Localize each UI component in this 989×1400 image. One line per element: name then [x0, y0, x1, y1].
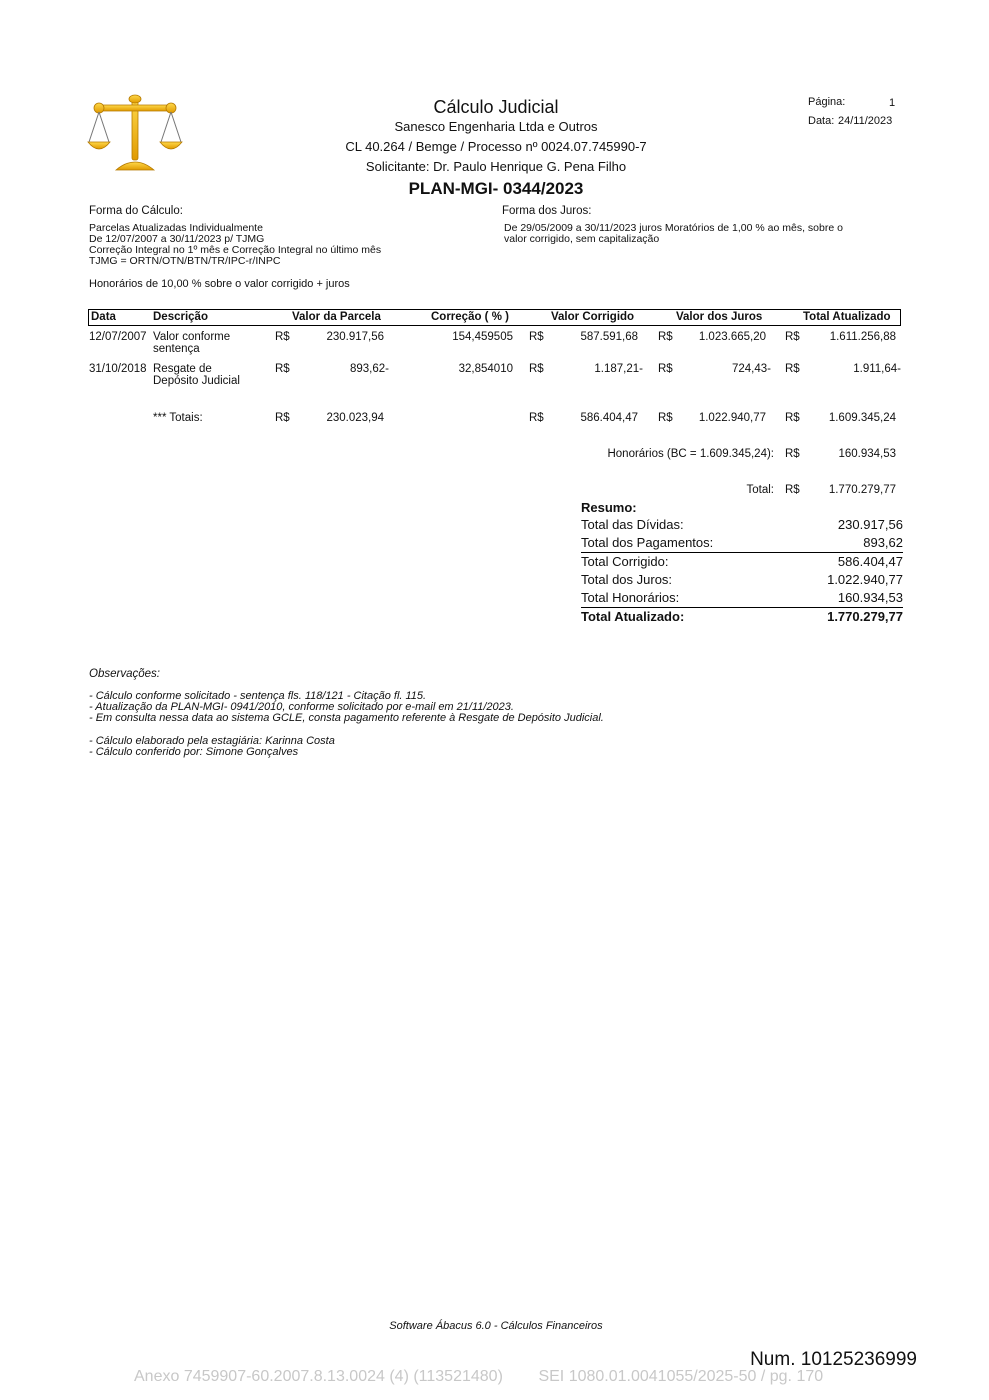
summary-title: Resumo:	[581, 500, 637, 515]
note-line: - Cálculo conferido por: Simone Gonçalves	[89, 746, 299, 758]
row-juros: 724,43-	[731, 363, 771, 375]
note-line: - Cálculo conforme solicitado - sentença fls. 118/121 - Citação fl. 115.	[89, 690, 427, 702]
currency: R$	[529, 363, 544, 375]
row-correcao: 154,459505	[452, 331, 513, 343]
currency: R$	[275, 412, 290, 424]
currency: R$	[785, 331, 800, 343]
col-valor-parcela: Valor da Parcela	[292, 311, 381, 323]
summary-value: 1.022.940,77	[827, 572, 903, 587]
note-line: - Atualização da PLAN-MGI- 0941/2010, conforme solicitado por e-mail em 21/11/2023.	[89, 701, 514, 713]
summary-value: 586.404,47	[837, 554, 903, 569]
row-total: 1.611.256,88	[829, 331, 896, 343]
summary-row	[581, 516, 903, 534]
row-parcela: 893,62-	[349, 363, 389, 375]
calc-form-label: Forma do Cálculo:	[89, 205, 183, 217]
row-correcao: 32,854010	[458, 363, 513, 375]
totals-parcela: 230.023,94	[326, 412, 384, 424]
row-desc	[153, 363, 240, 387]
summary-row	[581, 553, 903, 571]
summary-label: Total Atualizado:	[581, 609, 685, 624]
row-total: 1.911,64-	[853, 363, 901, 375]
row-corrigido: 587.591,68	[580, 331, 638, 343]
plan-code: PLAN-MGI- 0344/2023	[408, 179, 584, 198]
row-desc-line: Valor conforme	[153, 331, 231, 343]
row-desc-line: Resgate de	[153, 363, 212, 375]
summary-value: 230.917,56	[837, 517, 903, 532]
summary-box	[581, 500, 903, 626]
notes-group-2	[89, 736, 335, 758]
process-line: CL 40.264 / Bemge / Processo nº 0024.07.745990-7	[345, 139, 647, 154]
grand-total-value: 1.770.279,77	[828, 484, 896, 496]
calc-form-line: De 12/07/2007 a 30/11/2023 p/ TJMG	[89, 233, 265, 245]
row-desc-line: Depósito Judicial	[153, 375, 240, 387]
interest-form-line: valor corrigido, sem capitalização	[504, 233, 660, 245]
totals-total: 1.609.345,24	[828, 412, 896, 424]
summary-label: Total das Dívidas:	[581, 517, 684, 532]
currency: R$	[658, 363, 673, 375]
fees-label: Honorários (BC = 1.609.345,24):	[607, 448, 774, 460]
fees-note: Honorários de 10,00 % sobre o valor corrigido + juros	[89, 278, 350, 290]
totals-corrigido: 586.404,47	[580, 412, 638, 424]
summary-value: 893,62	[863, 535, 903, 550]
grand-total-label: Total:	[746, 484, 774, 496]
party-line: Sanesco Engenharia Ltda e Outros	[394, 119, 598, 134]
currency: R$	[658, 331, 673, 343]
currency: R$	[785, 412, 800, 424]
currency: R$	[529, 331, 544, 343]
summary-row	[581, 534, 903, 553]
calc-form-line: Parcelas Atualizadas Individualmente	[89, 222, 263, 234]
summary-row	[581, 589, 903, 608]
interest-form-details	[504, 223, 843, 245]
col-descricao: Descrição	[153, 311, 208, 323]
row-date: 12/07/2007	[89, 331, 147, 343]
summary-value: 1.770.279,77	[827, 609, 903, 624]
date-label: Data:	[808, 115, 835, 127]
summary-label: Total dos Pagamentos:	[581, 535, 714, 550]
date-value: 24/11/2023	[838, 115, 893, 127]
col-correcao: Correção ( % )	[431, 311, 509, 323]
totals-juros: 1.022.940,77	[698, 412, 766, 424]
scales-of-justice-icon	[86, 94, 184, 172]
calc-form-line: TJMG = ORTN/OTN/BTN/TR/IPC-r/INPC	[89, 255, 281, 267]
summary-label: Total dos Juros:	[581, 572, 673, 587]
note-line: - Cálculo elaborado pela estagiária: Karinna Costa	[89, 735, 335, 747]
row-desc-line: sentença	[153, 343, 200, 355]
summary-label: Total Corrigido:	[581, 554, 669, 569]
page-label: Página:	[808, 96, 846, 108]
currency: R$	[529, 412, 544, 424]
table-header	[88, 309, 901, 326]
currency: R$	[658, 412, 673, 424]
col-total-atualizado: Total Atualizado	[803, 311, 891, 323]
row-desc	[153, 331, 230, 355]
interest-form-label: Forma dos Juros:	[502, 205, 592, 217]
currency: R$	[785, 484, 800, 496]
page-number: 1	[889, 97, 896, 109]
currency: R$	[785, 363, 800, 375]
summary-label: Total Honorários:	[581, 590, 680, 605]
calc-form-details	[89, 223, 381, 267]
currency: R$	[275, 331, 290, 343]
requester-line: Solicitante: Dr. Paulo Henrique G. Pena Filho	[365, 159, 627, 174]
totals-label: *** Totais:	[153, 412, 203, 424]
currency: R$	[275, 363, 290, 375]
row-juros: 1.023.665,20	[698, 331, 766, 343]
col-valor-corrigido: Valor Corrigido	[551, 311, 635, 323]
currency: R$	[785, 448, 800, 460]
col-valor-juros: Valor dos Juros	[676, 311, 763, 323]
summary-row	[581, 608, 903, 626]
row-date: 31/10/2018	[89, 363, 147, 375]
fees-value: 160.934,53	[838, 448, 896, 460]
col-data: Data	[91, 311, 116, 323]
annex-watermark: Anexo 7459907-60.2007.8.13.0024 (4) (113521480) SEI 1080.01.0041055/2025-50 / pg. 170	[134, 1368, 824, 1385]
summary-row	[581, 571, 903, 589]
software-footer: Software Ábacus 6.0 - Cálculos Financeiros	[389, 1320, 603, 1332]
document-number: Num. 10125236999	[750, 1349, 917, 1370]
row-corrigido: 1.187,21-	[594, 363, 643, 375]
document-title: Cálculo Judicial	[433, 97, 559, 117]
notes-group-1	[89, 691, 604, 724]
interest-form-line: De 29/05/2009 a 30/11/2023 juros Moratórios de 1,00 % ao mês, sobre o	[504, 222, 843, 234]
notes-label: Observações:	[89, 668, 160, 680]
note-line: - Em consulta nessa data ao sistema GCLE, consta pagamento referente à Resgate de Depósito Judicial.	[89, 712, 604, 724]
row-parcela: 230.917,56	[326, 331, 384, 343]
calc-form-line: Correção Integral no 1º mês e Correção Integral no último mês	[89, 244, 382, 256]
summary-value: 160.934,53	[837, 590, 903, 605]
